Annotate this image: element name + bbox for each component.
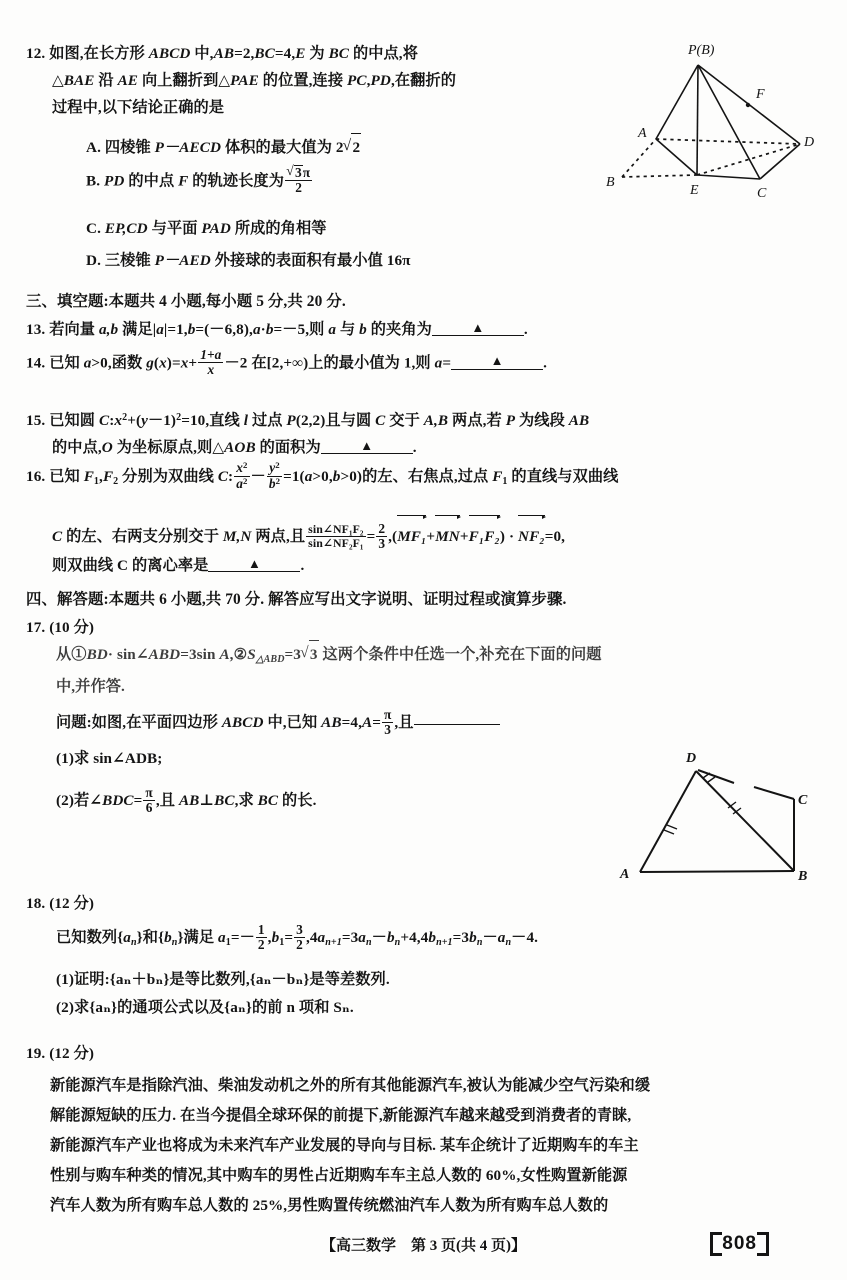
q16-vec-f1f2: F₁F₂: [469, 515, 500, 557]
q16-line2-b: 的左、右两支分别交于: [62, 528, 223, 545]
q15-v9: AB: [568, 411, 590, 429]
q18-t10: +4,4: [400, 929, 429, 946]
q16-vec-mn: MN: [435, 515, 460, 557]
question-15: [26, 404, 826, 461]
q17-cond-tail: 这两个条件中任选一个,补充在下面的问题: [318, 646, 602, 663]
q16-frac-y2b2: $\frac{y^2}{b^2}$: [268, 460, 281, 491]
paper-code-badge: [710, 1232, 769, 1256]
question-17-sub2: [56, 783, 576, 819]
q17-sub2-eq: =: [133, 792, 143, 809]
q16-vec-mf1: MF₁: [397, 515, 426, 557]
q14-t7: =: [442, 354, 452, 372]
q13-v6: a: [328, 321, 337, 338]
q17-sub2-c: ,求: [234, 792, 258, 809]
option-c-sym: EP,CD: [104, 220, 148, 237]
q18-t6: =: [284, 929, 294, 946]
q15-t3: +(: [127, 411, 142, 429]
question-19-score: (12 分): [49, 1045, 95, 1062]
q17-cond-abd: ABD: [148, 646, 181, 663]
q12-text-6: 向上翻折到△: [138, 72, 231, 89]
question-16-line1: 16. 已知 $F_1,F_2$ 分别为双曲线 C: $\frac{x^2}{a^2}$ － $\frac{y^2}{b^2}$ =1(a>0,b>0)的左、右焦点,过点 $F_1$ 的直线与双曲线: [26, 460, 619, 491]
q17-cond-eq: =3sin: [180, 646, 220, 663]
q17-condition-blank[interactable]: [414, 724, 500, 725]
q17-sub2-fraction: $\frac{\pi}{6}$: [145, 784, 153, 815]
q17-cond-sin: sin∠: [113, 646, 149, 663]
q16-va: a: [304, 468, 313, 485]
question-18-header: [26, 890, 426, 917]
q16-plus2: +: [459, 528, 469, 545]
q16-minus: －: [250, 468, 266, 485]
q16-frac-x2a2: $\frac{x^2}{a^2}$: [236, 460, 248, 491]
q12-text-7: 的位置,连接: [258, 72, 348, 89]
q16-line2-c: 两点,且: [251, 528, 306, 545]
q12-text-8: ,在翻折的: [391, 72, 457, 89]
q16-line2-mn: M,N: [222, 528, 252, 545]
question-13-number: 13.: [26, 321, 46, 338]
q14-t5: +: [188, 354, 198, 372]
question-12-number: 12.: [26, 45, 46, 62]
q16-line3: 则双曲线 C 的离心率是: [52, 557, 209, 574]
q15-v4: l: [243, 411, 249, 429]
q13-answer-blank[interactable]: ▲: [432, 320, 524, 336]
q16-vC: C: [217, 468, 229, 485]
option-b-sym2: F: [178, 172, 189, 190]
question-14: [26, 348, 826, 378]
option-d-post: 外接球的表面积有最小值 16π: [210, 252, 411, 269]
q12-pae: PAE: [230, 72, 259, 89]
q13-t5: =－5,则: [273, 321, 329, 338]
q15-v5: P: [286, 411, 296, 429]
q16-f2: F: [102, 468, 114, 485]
q18-t1: 已知数列{: [56, 929, 124, 946]
q14-t3: (: [153, 354, 160, 372]
q12-ab: AB: [213, 45, 235, 62]
q17-cond-eq2: =3: [284, 646, 301, 663]
q15-v1: C: [98, 411, 110, 429]
question-18-number: 18.: [26, 895, 46, 912]
option-c-post: 所成的角相等: [230, 220, 327, 237]
q12-tri-1: △: [52, 72, 64, 89]
q12-pc: PC: [347, 72, 367, 89]
q13-t1: 若向量: [49, 321, 99, 338]
q17-cond-sep: ,②: [229, 646, 248, 663]
q14-t4: )=: [166, 354, 181, 372]
q12-bc2: BC: [328, 45, 350, 62]
question-17-conditions: 从①BD· sin∠ABD=3sin $A,②S_{\triangle ABD}=3$ √ 3 这两个条件中任选一个,补充在下面的问题 中,并作答.: [56, 640, 836, 700]
q17-sub2-perp: ⊥: [199, 792, 215, 809]
q15-sup1: 2: [122, 412, 128, 423]
q13-v4: a: [252, 321, 261, 338]
q15-t4: －1): [147, 411, 177, 429]
page-footer: [0, 1232, 847, 1266]
question-12-figure: [604, 34, 842, 210]
q18-bnp1: b: [428, 929, 437, 946]
q17-sub2-a: (2)若∠: [56, 792, 103, 809]
q12-text-1: 如图,在长方形: [49, 45, 149, 62]
question-19-line-3: 新能源汽车产业也将成为未来汽车产业发展的导向与目标. 某车企统计了近期购车的车主: [50, 1137, 639, 1154]
q12-bc: BC: [254, 45, 275, 62]
q16-t2: ,: [99, 468, 103, 485]
q17-prob-fraction: $\frac{\pi}{3}$: [383, 706, 392, 737]
option-d-sym: P－AED: [154, 252, 211, 269]
option-b-fraction: √ $\frac{3\pi}{2}$: [285, 165, 312, 196]
q12-abcd: ABCD: [148, 45, 191, 62]
q15-t10: 为线段: [515, 411, 569, 429]
q18-t9: －: [371, 929, 387, 946]
q14-end: .: [543, 354, 547, 372]
q17-cond-line2: 中,并作答.: [56, 677, 125, 695]
q13-t4: =(－6,8),: [195, 321, 253, 338]
q16-t3: 分别为双曲线: [118, 468, 218, 485]
q15-v2: x: [114, 411, 123, 429]
q17-sub2-bc: BC: [214, 792, 235, 809]
q18-t13: －4.: [511, 929, 539, 946]
q17-cond-s: S: [247, 646, 256, 663]
q18-a1: a: [218, 929, 226, 946]
q16-t4: :: [228, 468, 234, 485]
footer-subject-page: 【高三数学 第 3 页(共 4 页)】: [321, 1238, 526, 1254]
q18-an3: a: [497, 929, 506, 946]
q16-plus1: +: [426, 528, 436, 545]
q18-b1: b: [271, 929, 280, 946]
q18-t5: ,: [267, 929, 272, 946]
q13-t6: 与: [336, 321, 360, 338]
q15-v3: y: [141, 411, 148, 429]
q17-sub2-bdc: BDC: [102, 792, 134, 809]
corner-mark-bl: [710, 1244, 722, 1256]
q12-label-c: C: [757, 186, 767, 201]
q12-ae: AE: [117, 72, 139, 89]
q14-fraction: $\frac{1+a}{x}$: [200, 347, 222, 378]
q16-vec-nf2: NF₂: [518, 515, 545, 557]
q18-an2: a: [358, 929, 366, 946]
corner-mark-br: [757, 1244, 769, 1256]
question-18-score: (12 分): [49, 895, 95, 912]
q12-text-3: 为: [305, 45, 329, 62]
q12-bae: BAE: [63, 72, 95, 89]
q18-t4: =－: [230, 929, 255, 946]
option-b-label: B.: [86, 172, 101, 190]
q17-prob-pre: 问题:如图,在平面四边形: [56, 714, 222, 731]
q17-sub2-ab: AB: [178, 792, 200, 809]
question-16-line2: [52, 512, 847, 557]
q15-t2: :: [109, 411, 115, 429]
option-c-label: C.: [86, 220, 101, 237]
question-12-option-b[interactable]: [86, 165, 606, 196]
q16-paren: ) ·: [499, 528, 519, 545]
q12-text-2: 中,: [190, 45, 214, 62]
question-17-sub1: (1)求 sin∠ADB;: [56, 750, 163, 767]
q12-label-b: B: [606, 175, 615, 190]
q13-t2: 满足|: [118, 321, 157, 338]
q12-text-9: 过程中,以下结论正确的是: [52, 99, 225, 116]
question-17-problem: [56, 705, 616, 741]
q15-answer-blank[interactable]: ▲: [321, 438, 413, 454]
q17-label-c: C: [798, 793, 808, 808]
q17-cond-bd: BD: [86, 646, 108, 663]
q13-dot: ·: [260, 321, 266, 338]
q15-t8: 交于: [385, 411, 424, 429]
q18-frac-three-half: $\frac{3}{2}$: [296, 921, 303, 952]
q12-label-e: E: [690, 183, 699, 198]
option-b-sym: PD: [104, 172, 125, 190]
q17-sub2-d: 的长.: [278, 792, 317, 809]
q18-anp1: a: [317, 929, 326, 946]
q18-bn2: b: [386, 929, 395, 946]
question-19-number: 19.: [26, 1045, 46, 1062]
section-3-heading: 三、填空题:本题共 4 小题,每小题 5 分,共 20 分.: [26, 293, 346, 310]
q17-label-b: B: [798, 869, 808, 884]
q18-t3: }满足: [177, 929, 219, 946]
question-18-sub1: (1)证明:{aₙ＋bₙ}是等比数列,{aₙ－bₙ}是等差数列.: [56, 971, 390, 988]
question-12-option-a[interactable]: [86, 133, 606, 161]
question-13: [26, 316, 826, 343]
question-19-line-1: 新能源汽车是指除汽油、柴油发动机之外的所有其他能源汽车,被认为能减少空气污染和缓: [50, 1077, 651, 1094]
q17-sub2-bc2: BC: [257, 792, 279, 809]
q17-prob-ab-val: =4,: [341, 714, 362, 731]
q15-v10: O: [101, 438, 113, 456]
q14-answer-blank[interactable]: ▲: [451, 353, 543, 369]
q18-t7: ,4: [305, 929, 318, 946]
question-18-stem: 已知数列$\{a_n\}$和$\{b_n\}$满足 $a_1=-$ $\frac{1}{2}$ $,b_1=$ $\frac{3}{2}$ $,4a_{n+1}=3a_n-b_n+4,4b_{n+1}=3b_n-a_n-4$.: [56, 921, 539, 952]
q16-comma: ,(: [388, 528, 398, 545]
q15-line2b: 为坐标原点,则△: [112, 438, 225, 456]
q16-eq: =: [366, 528, 376, 545]
q12-label-f: F: [756, 87, 765, 102]
corner-mark-tl: [710, 1232, 722, 1244]
option-d-pre: 三棱锥: [104, 252, 155, 269]
q12-bc-val: =4,: [274, 45, 296, 62]
question-14-number: 14.: [26, 354, 46, 372]
q17-prob-mid: 中,已知: [263, 714, 322, 731]
q16-f1b: F: [492, 468, 503, 485]
option-a-mid: 体积的最大值为 2: [221, 139, 344, 156]
q17-cond-pre: 从①: [56, 646, 87, 663]
q16-answer-blank[interactable]: ▲: [208, 556, 300, 572]
paper-code-text: 808: [722, 1233, 757, 1254]
question-18-sub2: (2)求{aₙ}的通项公式以及{aₙ}的前 n 项和 Sₙ.: [56, 999, 354, 1016]
q13-t7: 的夹角为: [366, 321, 432, 338]
option-b-mid: 的中点: [124, 172, 179, 190]
q16-t6: >0,: [312, 468, 333, 485]
q17-cond-a: A: [219, 646, 230, 663]
question-16-number: 16.: [26, 468, 46, 485]
option-a-sqrt: √ 2: [344, 133, 362, 161]
q14-t2: >0,函数: [91, 354, 147, 372]
q16-end: .: [300, 557, 305, 574]
q13-end: .: [523, 321, 528, 338]
q14-v3: x: [159, 354, 167, 372]
q13-v2: a: [156, 321, 164, 338]
q15-t1: 已知圆: [49, 411, 99, 429]
section-4-heading: 四、解答题:本题共 6 小题,共 70 分. 解答应写出文字说明、证明过程或演算步骤.: [26, 591, 567, 608]
q14-v5: a: [434, 354, 443, 372]
question-15-number: 15.: [26, 411, 46, 429]
q12-text-4: 的中点,将: [349, 45, 418, 62]
q16-t1: 已知: [49, 468, 84, 485]
option-a-sym: P－AECD: [154, 139, 222, 156]
q12-e: E: [295, 45, 306, 62]
q15-sup2: 2: [176, 412, 182, 423]
q18-t8: =3: [341, 929, 359, 946]
q12-label-a: A: [638, 126, 647, 141]
question-19-line-2: 解能源短缺的压力. 在当今提倡全球环保的前提下,新能源汽车越来越受到消费者的青睐,: [50, 1107, 632, 1124]
q14-v2: g: [146, 354, 154, 372]
q16-t8: 的直线与双曲线: [507, 468, 619, 485]
q17-prob-A: A: [361, 714, 373, 731]
q13-v7: b: [359, 321, 367, 338]
q18-t11: =3: [452, 929, 470, 946]
q16-line2-C: C: [52, 528, 63, 545]
q15-v11: AOB: [224, 438, 256, 456]
q12-ab-val: =2,: [234, 45, 255, 62]
q12-label-d: D: [804, 135, 815, 150]
q15-v6: C: [375, 411, 386, 429]
q18-bn3: b: [469, 929, 477, 946]
q17-sub2-b: ,且: [155, 792, 179, 809]
q17-label-d: D: [686, 751, 697, 766]
q14-v4: x: [180, 354, 189, 372]
q18-bn: b: [164, 929, 172, 946]
q15-t5: =10,直线: [181, 411, 244, 429]
q17-prob-ab: AB: [321, 714, 342, 731]
q18-t12: －: [482, 929, 498, 946]
question-17-header: [26, 614, 426, 641]
question-19-header: [26, 1040, 426, 1067]
q12-text-5: 沿: [94, 72, 118, 89]
option-d-label: D.: [86, 252, 101, 269]
corner-mark-tr: [757, 1232, 769, 1244]
q13-vectors: a,b: [98, 321, 119, 338]
q14-t6: －2 在[2,+∞)上的最小值为 1,则: [224, 354, 435, 372]
q17-label-a: A: [620, 867, 630, 882]
q18-frac-half: $\frac{1}{2}$: [257, 921, 265, 952]
q12-label-pb: P(B): [688, 43, 715, 58]
q13-v5: b: [265, 321, 274, 338]
question-12-option-c[interactable]: [86, 215, 606, 242]
q18-an: a: [123, 929, 131, 946]
q17-prob-tail: ,且: [394, 714, 414, 731]
q13-v3: b: [187, 321, 196, 338]
question-19-line-4: 性别与购车种类的情况,其中购车的男性占近期购车车主总人数的 60%,女性购置新能源: [50, 1167, 628, 1184]
q17-cond-sqrt: √ 3: [301, 640, 319, 668]
option-a-label: A.: [86, 139, 101, 156]
q14-t1: 已知: [49, 354, 84, 372]
q12-pd: PD: [370, 72, 391, 89]
option-a-pre: 四棱锥: [104, 139, 155, 156]
q14-v1: a: [83, 354, 92, 372]
question-16-line3: [52, 552, 652, 579]
q15-t6: 过点: [248, 411, 287, 429]
question-17-score: (10 分): [49, 619, 95, 636]
question-12-stem: [26, 40, 586, 121]
q16-sin-fraction: $\frac{\text{sin∠NF₁F₂}}{\text{sin∠NF₂F₁}}$: [308, 522, 364, 551]
option-b-mid2: 的轨迹长度为: [188, 172, 285, 190]
q15-line2a: 的中点,: [52, 438, 102, 456]
q17-prob-abcd: ABCD: [221, 714, 264, 731]
q18-t2: }和{: [136, 929, 165, 946]
question-12-option-d[interactable]: [86, 247, 606, 274]
q17-prob-eq: =: [372, 714, 381, 731]
q15-end: .: [412, 438, 417, 456]
q15-v7: A,B: [423, 411, 449, 429]
q16-t7: >0)的左、右焦点,过点: [340, 468, 493, 485]
q16-vb: b: [332, 468, 341, 485]
q15-v8: P: [505, 411, 516, 429]
q16-t5: =1(: [283, 468, 305, 485]
q16-frac-23: $\frac{2}{3}$: [378, 520, 386, 551]
q16-f1: F: [83, 468, 94, 485]
q16-eq0: =0,: [544, 528, 566, 545]
option-c-sym2: PAD: [201, 220, 231, 237]
question-17-figure: [604, 744, 842, 892]
q12-comma: ,: [366, 72, 371, 89]
option-c-mid: 与平面: [147, 220, 202, 237]
q15-t7: (2,2)且与圆: [295, 411, 376, 429]
q13-t3: |=1,: [163, 321, 188, 338]
question-19-line-5: 汽车人数为所有购车总人数的 25%,男性购置传统燃油汽车人数为所有购车总人数的: [50, 1197, 609, 1214]
q15-line2c: 的面积为: [255, 438, 321, 456]
q15-t9: 两点,若: [448, 411, 506, 429]
q17-cond-dot: ·: [107, 646, 114, 663]
question-17-number: 17.: [26, 619, 46, 636]
